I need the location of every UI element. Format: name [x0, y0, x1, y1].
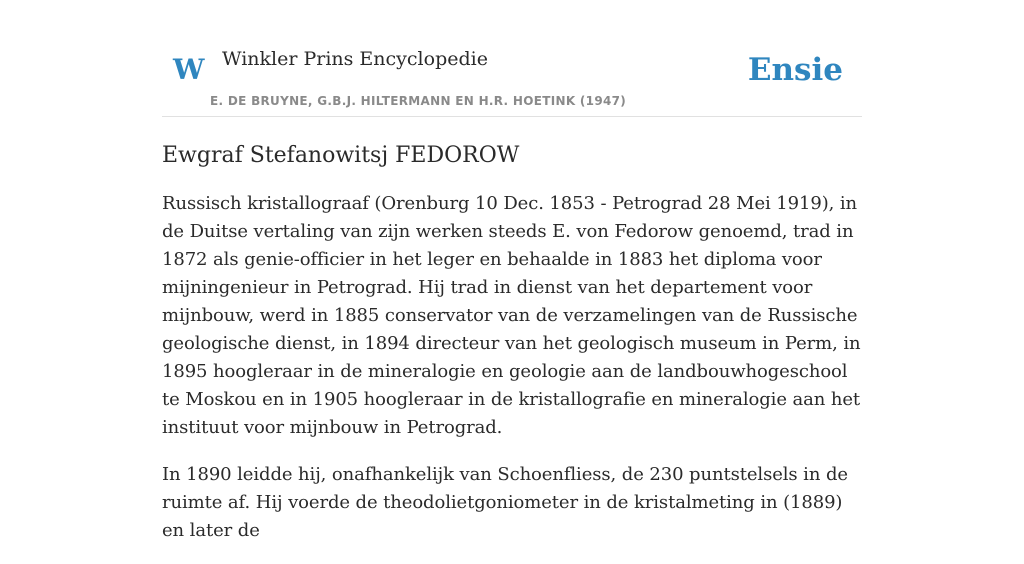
w-logo-icon[interactable]: W [173, 53, 205, 86]
ensie-logo[interactable]: Ensie [747, 52, 843, 88]
site-header [162, 0, 862, 117]
article-body [162, 190, 862, 545]
article-title: Ewgraf Stefanowitsj FEDOROW [162, 143, 520, 168]
publication-authors: E. DE BRUYNE, G.B.J. HILTERMANN EN H.R. HOETINK (1947) [210, 94, 627, 108]
article-paragraph: In 1890 leidde hij, onafhankelijk van Schoenfliess, de 230 puntstelsels in de ruimte af. Hij voerde de theodolietgoniometer in de kristalmeting in (1889) en later de [162, 464, 848, 541]
page-content [162, 0, 862, 564]
publication-title[interactable]: Winkler Prins Encyclopedie [222, 48, 488, 70]
article-paragraph: Russisch kristallograaf (Orenburg 10 Dec. 1853 - Petrograd 28 Mei 1919), in de Duitse vertaling van zijn werken steeds E. von Fedorow genoemd, trad in 1872 als genie-officier in het leger en behaalde in 1883 het diploma voor mijningenieur in Petrograd. Hij trad in dienst van het departement voor mijnbouw, werd in 1885 conservator van de verzamelingen van de Russische geologische dienst, in 1894 directeur van het geologisch museum in Perm, in 1895 hoogleraar in de mineralogie en geologie aan de landbouwhogeschool te Moskou en in 1905 hoogleraar in de kristallografie en mineralogie aan het instituut voor mijnbouw in Petrograd. [162, 193, 861, 438]
